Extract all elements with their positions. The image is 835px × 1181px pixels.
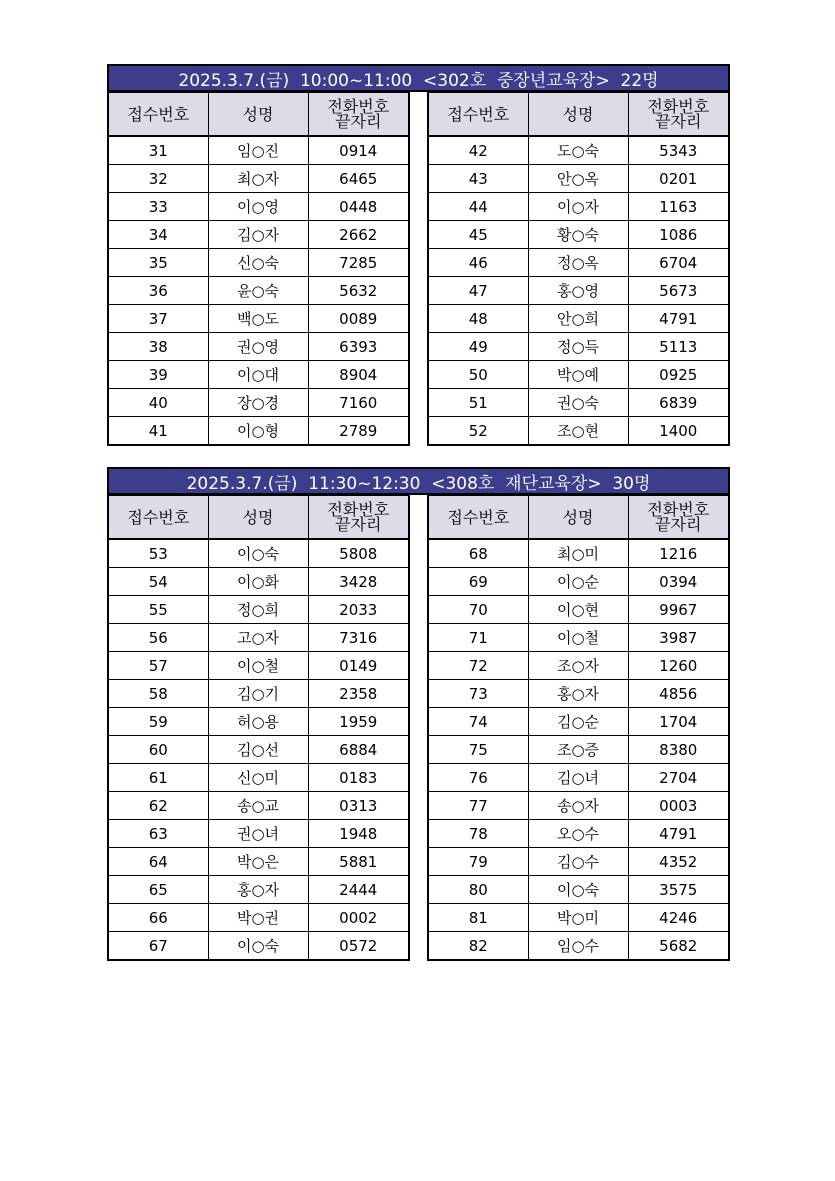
cell-number: 74 — [428, 708, 528, 736]
cell-name: 이○화 — [208, 568, 308, 596]
cell-phone: 7285 — [308, 249, 409, 277]
cell-name: 신○숙 — [208, 249, 308, 277]
cell-name: 정○옥 — [528, 249, 628, 277]
cell-name: 김○자 — [208, 221, 308, 249]
cell-number: 45 — [428, 221, 528, 249]
table-row — [428, 652, 729, 680]
table-row — [428, 624, 729, 652]
cell-number: 57 — [108, 652, 208, 680]
table-row — [108, 361, 409, 389]
cell-phone: 5808 — [308, 539, 409, 568]
roster-table-left — [107, 92, 410, 446]
cell-name: 도○숙 — [528, 136, 628, 165]
cell-number: 54 — [108, 568, 208, 596]
table-row — [108, 876, 409, 904]
table-row — [428, 680, 729, 708]
cell-phone: 3428 — [308, 568, 409, 596]
table-row — [428, 904, 729, 932]
cell-number: 61 — [108, 764, 208, 792]
table-row — [428, 193, 729, 221]
table-row — [108, 568, 409, 596]
cell-number: 76 — [428, 764, 528, 792]
cell-phone: 1086 — [628, 221, 729, 249]
cell-name: 이○자 — [528, 193, 628, 221]
header-name: 성명 — [208, 93, 308, 137]
table-row — [108, 904, 409, 932]
cell-name: 이○숙 — [208, 539, 308, 568]
cell-phone: 5343 — [628, 136, 729, 165]
cell-name: 이○대 — [208, 361, 308, 389]
cell-phone: 7160 — [308, 389, 409, 417]
cell-phone: 2662 — [308, 221, 409, 249]
header-phone-line1: 전화번호 — [327, 97, 390, 116]
cell-name: 김○수 — [528, 848, 628, 876]
cell-name: 이○영 — [208, 193, 308, 221]
cell-phone: 5673 — [628, 277, 729, 305]
table-row — [428, 333, 729, 361]
cell-phone: 0572 — [308, 932, 409, 961]
cell-name: 신○미 — [208, 764, 308, 792]
table-row — [108, 680, 409, 708]
cell-phone: 0089 — [308, 305, 409, 333]
table-row — [428, 876, 729, 904]
table-row — [428, 596, 729, 624]
cell-number: 41 — [108, 417, 208, 446]
header-phone-line2: 끝자리 — [655, 112, 702, 131]
cell-number: 39 — [108, 361, 208, 389]
cell-name: 권○숙 — [528, 389, 628, 417]
cell-name: 김○녀 — [528, 764, 628, 792]
table-row — [108, 764, 409, 792]
cell-phone: 5632 — [308, 277, 409, 305]
table-row — [428, 736, 729, 764]
table-row — [428, 305, 729, 333]
cell-number: 31 — [108, 136, 208, 165]
cell-phone: 1163 — [628, 193, 729, 221]
cell-number: 42 — [428, 136, 528, 165]
cell-name: 정○득 — [528, 333, 628, 361]
header-phone — [308, 496, 409, 540]
cell-number: 40 — [108, 389, 208, 417]
session-2 — [107, 467, 730, 961]
cell-number: 72 — [428, 652, 528, 680]
cell-number: 59 — [108, 708, 208, 736]
cell-name: 이○철 — [528, 624, 628, 652]
cell-name: 백○도 — [208, 305, 308, 333]
header-name: 성명 — [528, 93, 628, 137]
table-row — [108, 333, 409, 361]
header-number: 접수번호 — [428, 93, 528, 137]
cell-phone: 0183 — [308, 764, 409, 792]
cell-phone: 2789 — [308, 417, 409, 446]
cell-phone: 6704 — [628, 249, 729, 277]
table-row — [428, 417, 729, 446]
cell-name: 허○용 — [208, 708, 308, 736]
cell-number: 51 — [428, 389, 528, 417]
cell-name: 최○미 — [528, 539, 628, 568]
cell-name: 정○희 — [208, 596, 308, 624]
cell-number: 73 — [428, 680, 528, 708]
table-row — [428, 539, 729, 568]
cell-phone: 4352 — [628, 848, 729, 876]
cell-name: 조○자 — [528, 652, 628, 680]
cell-name: 조○현 — [528, 417, 628, 446]
cell-name: 권○녀 — [208, 820, 308, 848]
header-phone-line2: 끝자리 — [655, 515, 702, 534]
roster-table-left — [107, 495, 410, 961]
cell-name: 이○현 — [528, 596, 628, 624]
cell-name: 홍○자 — [528, 680, 628, 708]
cell-number: 75 — [428, 736, 528, 764]
table-row — [428, 764, 729, 792]
cell-name: 홍○자 — [208, 876, 308, 904]
cell-number: 79 — [428, 848, 528, 876]
cell-phone: 6839 — [628, 389, 729, 417]
cell-number: 55 — [108, 596, 208, 624]
cell-phone: 9967 — [628, 596, 729, 624]
cell-name: 송○교 — [208, 792, 308, 820]
table-row — [108, 652, 409, 680]
cell-phone: 4856 — [628, 680, 729, 708]
cell-number: 37 — [108, 305, 208, 333]
table-row — [428, 792, 729, 820]
cell-phone: 3987 — [628, 624, 729, 652]
cell-phone: 8380 — [628, 736, 729, 764]
cell-number: 80 — [428, 876, 528, 904]
table-row — [108, 136, 409, 165]
cell-name: 안○옥 — [528, 165, 628, 193]
table-row — [108, 736, 409, 764]
cell-number: 71 — [428, 624, 528, 652]
header-name: 성명 — [528, 496, 628, 540]
cell-number: 47 — [428, 277, 528, 305]
cell-name: 장○경 — [208, 389, 308, 417]
cell-number: 50 — [428, 361, 528, 389]
cell-number: 66 — [108, 904, 208, 932]
cell-number: 46 — [428, 249, 528, 277]
cell-phone: 0925 — [628, 361, 729, 389]
cell-number: 58 — [108, 680, 208, 708]
cell-number: 63 — [108, 820, 208, 848]
cell-number: 65 — [108, 876, 208, 904]
table-row — [428, 848, 729, 876]
cell-name: 이○숙 — [528, 876, 628, 904]
cell-phone: 1704 — [628, 708, 729, 736]
cell-name: 이○순 — [528, 568, 628, 596]
cell-number: 33 — [108, 193, 208, 221]
cell-phone: 4246 — [628, 904, 729, 932]
table-row — [108, 389, 409, 417]
cell-number: 43 — [428, 165, 528, 193]
table-row — [108, 539, 409, 568]
cell-phone: 2358 — [308, 680, 409, 708]
cell-phone: 0914 — [308, 136, 409, 165]
cell-phone: 0394 — [628, 568, 729, 596]
cell-phone: 0313 — [308, 792, 409, 820]
cell-number: 49 — [428, 333, 528, 361]
header-number: 접수번호 — [108, 93, 208, 137]
cell-phone: 0201 — [628, 165, 729, 193]
cell-name: 박○예 — [528, 361, 628, 389]
cell-number: 67 — [108, 932, 208, 961]
cell-name: 최○자 — [208, 165, 308, 193]
table-row — [108, 221, 409, 249]
cell-number: 56 — [108, 624, 208, 652]
session-title: 2025.3.7.(금) 11:30~12:30 <308호 재단교육장> 30명 — [107, 467, 730, 495]
cell-number: 38 — [108, 333, 208, 361]
header-number: 접수번호 — [108, 496, 208, 540]
table-row — [108, 193, 409, 221]
session-title: 2025.3.7.(금) 10:00~11:00 <302호 중장년교육장> 22명 — [107, 64, 730, 92]
cell-name: 이○철 — [208, 652, 308, 680]
cell-number: 35 — [108, 249, 208, 277]
cell-number: 60 — [108, 736, 208, 764]
cell-number: 70 — [428, 596, 528, 624]
cell-number: 36 — [108, 277, 208, 305]
cell-name: 임○진 — [208, 136, 308, 165]
cell-name: 김○선 — [208, 736, 308, 764]
cell-phone: 0003 — [628, 792, 729, 820]
header-phone-line2: 끝자리 — [335, 515, 382, 534]
table-row — [428, 389, 729, 417]
cell-phone: 1959 — [308, 708, 409, 736]
cell-name: 황○숙 — [528, 221, 628, 249]
cell-name: 이○숙 — [208, 932, 308, 961]
cell-number: 53 — [108, 539, 208, 568]
cell-name: 김○기 — [208, 680, 308, 708]
header-phone — [308, 93, 409, 137]
cell-phone: 5113 — [628, 333, 729, 361]
cell-name: 권○영 — [208, 333, 308, 361]
header-phone — [628, 93, 729, 137]
table-row — [108, 277, 409, 305]
header-name: 성명 — [208, 496, 308, 540]
header-phone-line2: 끝자리 — [335, 112, 382, 131]
table-row — [428, 249, 729, 277]
cell-phone: 1948 — [308, 820, 409, 848]
cell-number: 78 — [428, 820, 528, 848]
table-row — [108, 932, 409, 961]
cell-phone: 0448 — [308, 193, 409, 221]
header-phone — [628, 496, 729, 540]
cell-name: 홍○영 — [528, 277, 628, 305]
table-row — [428, 136, 729, 165]
table-row — [428, 708, 729, 736]
cell-name: 김○순 — [528, 708, 628, 736]
session-1 — [107, 64, 730, 446]
cell-number: 44 — [428, 193, 528, 221]
table-row — [108, 305, 409, 333]
table-row — [428, 568, 729, 596]
cell-number: 52 — [428, 417, 528, 446]
table-row — [108, 820, 409, 848]
cell-phone: 1216 — [628, 539, 729, 568]
cell-phone: 2033 — [308, 596, 409, 624]
cell-name: 송○자 — [528, 792, 628, 820]
cell-phone: 0002 — [308, 904, 409, 932]
cell-phone: 4791 — [628, 305, 729, 333]
header-phone-line1: 전화번호 — [647, 500, 710, 519]
cell-phone: 3575 — [628, 876, 729, 904]
cell-number: 48 — [428, 305, 528, 333]
header-phone-line1: 전화번호 — [327, 500, 390, 519]
cell-phone: 4791 — [628, 820, 729, 848]
cell-number: 64 — [108, 848, 208, 876]
table-row — [428, 165, 729, 193]
cell-name: 박○은 — [208, 848, 308, 876]
table-row — [428, 221, 729, 249]
cell-phone: 1260 — [628, 652, 729, 680]
cell-name: 윤○숙 — [208, 277, 308, 305]
cell-number: 62 — [108, 792, 208, 820]
cell-number: 82 — [428, 932, 528, 961]
cell-phone: 5682 — [628, 932, 729, 961]
cell-number: 81 — [428, 904, 528, 932]
cell-phone: 0149 — [308, 652, 409, 680]
table-row — [108, 165, 409, 193]
cell-phone: 2704 — [628, 764, 729, 792]
table-row — [108, 848, 409, 876]
cell-number: 69 — [428, 568, 528, 596]
cell-name: 박○미 — [528, 904, 628, 932]
table-row — [428, 932, 729, 961]
cell-number: 32 — [108, 165, 208, 193]
table-row — [428, 277, 729, 305]
cell-name: 오○수 — [528, 820, 628, 848]
roster-table-right — [427, 92, 730, 446]
cell-name: 안○희 — [528, 305, 628, 333]
cell-phone: 6465 — [308, 165, 409, 193]
cell-name: 이○형 — [208, 417, 308, 446]
table-row — [108, 596, 409, 624]
cell-phone: 1400 — [628, 417, 729, 446]
table-row — [108, 792, 409, 820]
header-phone-line1: 전화번호 — [647, 97, 710, 116]
cell-number: 68 — [428, 539, 528, 568]
cell-name: 조○증 — [528, 736, 628, 764]
cell-phone: 6393 — [308, 333, 409, 361]
cell-phone: 7316 — [308, 624, 409, 652]
cell-number: 77 — [428, 792, 528, 820]
cell-phone: 5881 — [308, 848, 409, 876]
table-row — [108, 624, 409, 652]
roster-table-right — [427, 495, 730, 961]
cell-name: 박○권 — [208, 904, 308, 932]
cell-number: 34 — [108, 221, 208, 249]
cell-name: 고○자 — [208, 624, 308, 652]
table-row — [428, 361, 729, 389]
cell-name: 임○수 — [528, 932, 628, 961]
table-row — [428, 820, 729, 848]
header-number: 접수번호 — [428, 496, 528, 540]
cell-phone: 8904 — [308, 361, 409, 389]
table-row — [108, 249, 409, 277]
table-row — [108, 417, 409, 446]
cell-phone: 6884 — [308, 736, 409, 764]
cell-phone: 2444 — [308, 876, 409, 904]
table-row — [108, 708, 409, 736]
